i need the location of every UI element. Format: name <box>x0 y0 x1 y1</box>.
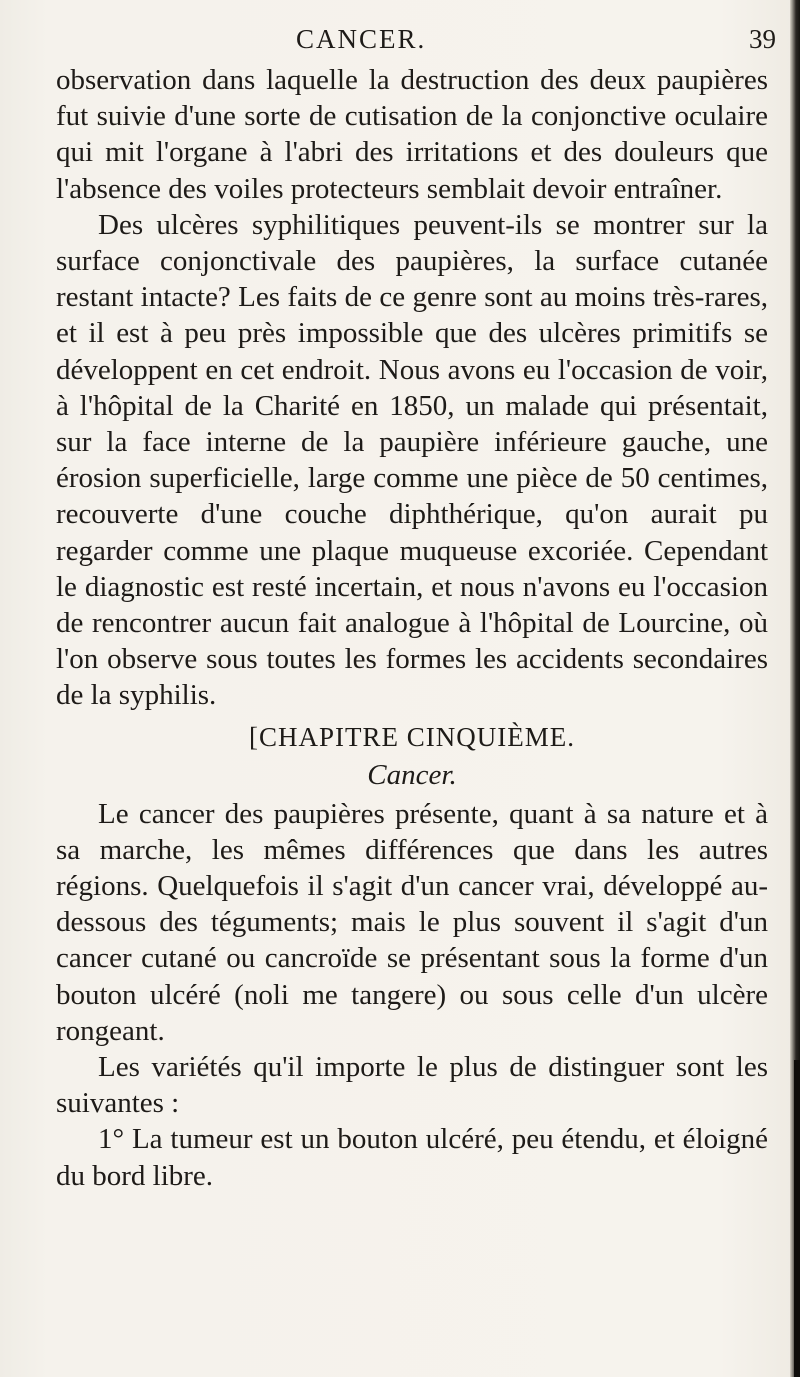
paragraph-varieties: Les variétés qu'il importe le plus de distinguer sont les suivantes : <box>56 1051 768 1120</box>
page-edge-mark <box>794 1060 800 1377</box>
running-title: CANCER. <box>296 24 427 54</box>
paragraph-continued: observation dans laquelle la destruction des deux paupières fut suivie d'une sorte de cutisation de la conjonctive oculaire qui mit l'organe à l'abri des irritations et des douleurs que l'absence des voiles protecteurs semblait devoir entraîner. <box>56 64 768 205</box>
paragraph-syphilitic-ulcers: Des ulcères syphilitiques peuvent-ils se montrer sur la surface conjonctivale des paupières, la surface cutanée restant intacte? Les faits de ce genre sont au moins très-rares, et il est à peu près impossible que des ulcères primitifs se développent en cet endroit. Nous avons eu l'occasion de voir, à l'hôpital de la Charité en 1850, un malade qui présentait, sur la face interne de la paupière inférieure gauche, une érosion superficielle, large comme une pièce de 50 centimes, recouverte d'une couche diphthérique, qu'on aurait pu regarder comme une plaque muqueuse excoriée. Cependant le diagnostic est resté incertain, et nous n'avons eu l'occasion de rencontrer aucun fait analogue à l'hôpital de Lourcine, où l'on observe sous toutes les formes les accidents secondaires de la syphilis. <box>56 208 768 712</box>
body-text <box>56 62 768 1194</box>
page-number: 39 <box>749 24 776 54</box>
running-head <box>56 24 776 58</box>
chapter-heading: [CHAPITRE CINQUIÈME. <box>249 721 575 752</box>
paragraph-cancer-intro: Le cancer des paupières présente, quant à sa nature et à sa marche, les mêmes différences que dans les autres régions. Quelquefois il s'agit d'un cancer vrai, développé au-dessous des téguments; mais le plus souvent il s'agit d'un cancer cutané ou cancroïde se présentant sous la forme d'un bouton ulcéré (noli me tangere) ou sous celle d'un ulcère rongeant. <box>56 797 768 1047</box>
paragraph-variety-1: 1° La tumeur est un bouton ulcéré, peu étendu, et éloigné du bord libre. <box>56 1123 768 1192</box>
chapter-subtitle: Cancer. <box>367 758 457 791</box>
